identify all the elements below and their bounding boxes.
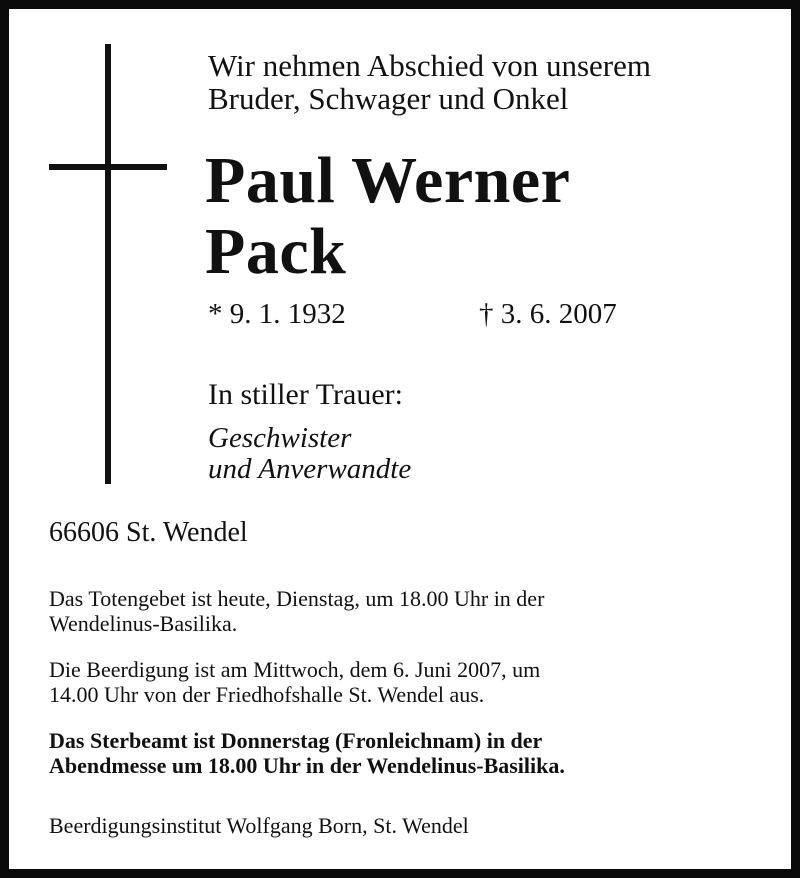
mourning-heading: In stiller Trauer:	[208, 378, 403, 411]
mourners-line-2: und Anverwandte	[208, 453, 412, 485]
farewell-intro-line-1: Wir nehmen Abschied von unserem	[208, 48, 651, 83]
mourners	[208, 423, 411, 485]
prayer-info-line-2: Wendelinus-Basilika.	[49, 611, 238, 636]
mourners-line-1: Geschwister	[208, 422, 352, 454]
burial-info	[49, 657, 540, 707]
deceased-name-line-1: Paul Werner	[205, 144, 571, 217]
requiem-info	[49, 728, 565, 778]
birth-date: * 9. 1. 1932	[208, 298, 346, 330]
cross-horizontal-bar	[49, 164, 167, 170]
undertaker-info: Beerdigungsinstitut Wolfgang Born, St. Wendel	[49, 813, 469, 838]
requiem-info-line-1: Das Sterbeamt ist Donnerstag (Fronleichnam) in der	[49, 728, 543, 753]
cross-vertical-bar	[105, 44, 111, 484]
death-date: † 3. 6. 2007	[479, 298, 617, 330]
farewell-intro	[208, 49, 651, 115]
prayer-info	[49, 586, 544, 636]
burial-info-line-2: 14.00 Uhr von der Friedhofshalle St. Wendel aus.	[49, 682, 485, 707]
burial-info-line-1: Die Beerdigung ist am Mittwoch, dem 6. Juni 2007, um	[49, 657, 541, 682]
requiem-info-line-2: Abendmesse um 18.00 Uhr in der Wendelinus-Basilika.	[49, 753, 565, 778]
deceased-name	[205, 145, 570, 287]
prayer-info-line-1: Das Totengebet ist heute, Dienstag, um 18.00 Uhr in der	[49, 586, 545, 611]
deceased-name-line-2: Pack	[205, 215, 347, 288]
farewell-intro-line-2: Bruder, Schwager und Onkel	[208, 81, 569, 116]
residence-location: 66606 St. Wendel	[49, 517, 248, 548]
